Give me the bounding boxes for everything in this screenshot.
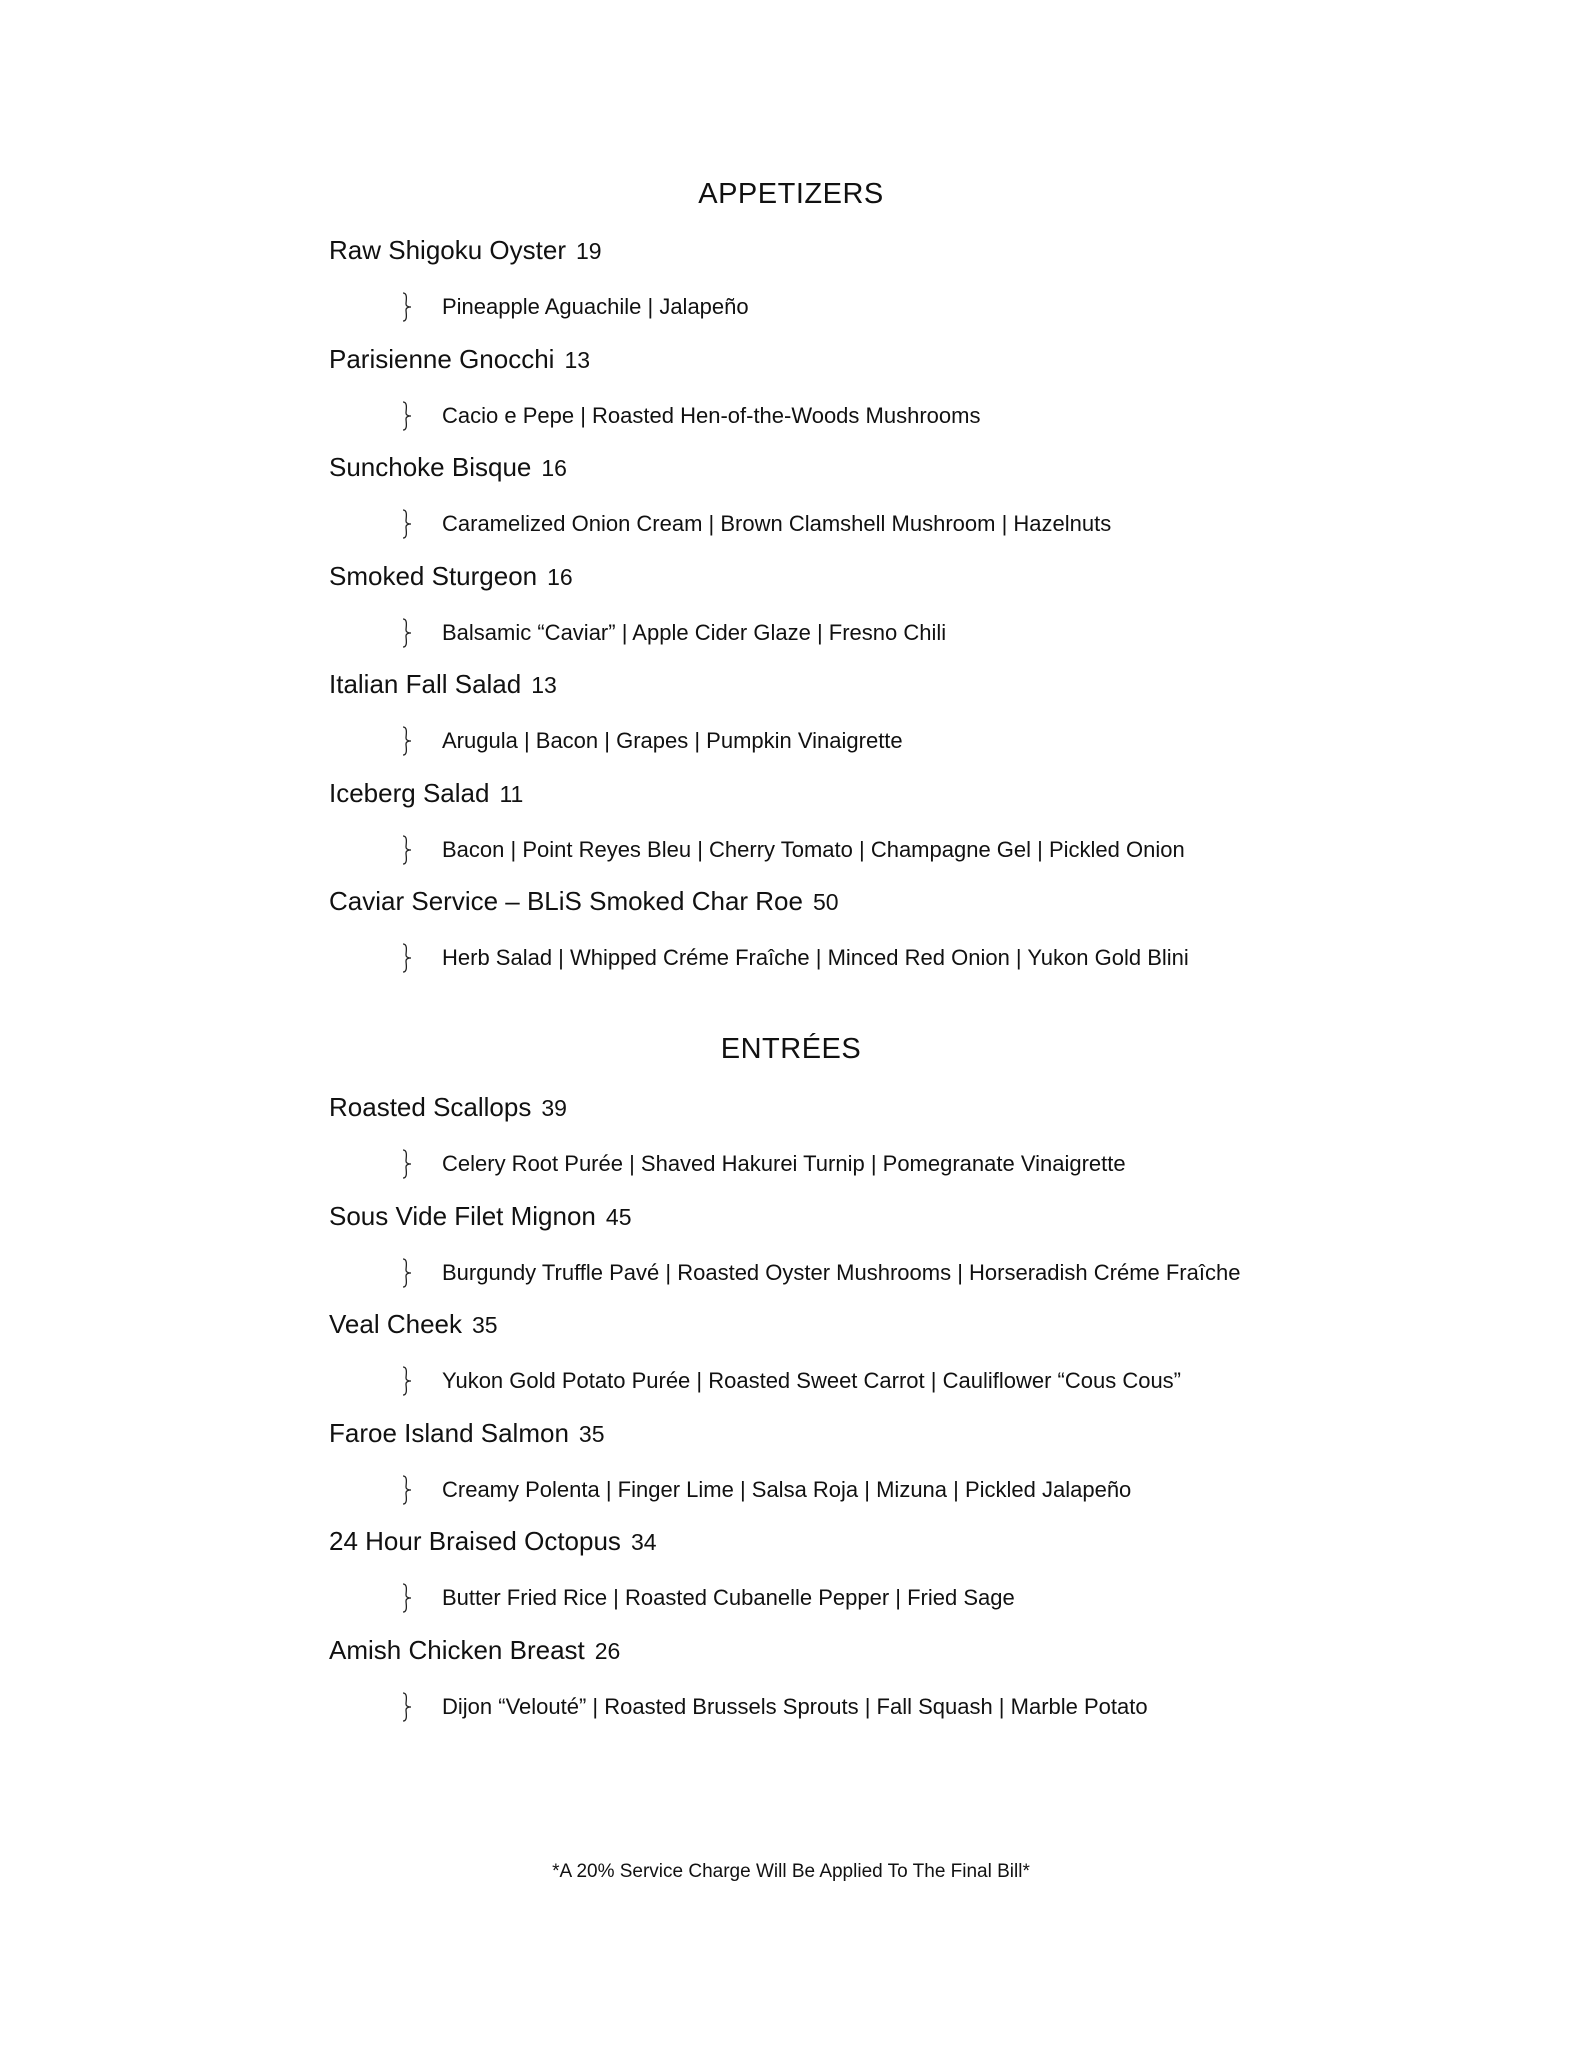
- menu-item-price: 35: [471, 1312, 498, 1338]
- menu-item-price: 13: [531, 672, 557, 698]
- menu-item: [329, 778, 1329, 887]
- curly-bracket-icon: [400, 401, 414, 431]
- menu-item-name: 24 Hour Braised Octopus: [329, 1526, 621, 1556]
- menu-item-name: Sunchoke Bisque: [329, 452, 532, 482]
- menu-item-description: Yukon Gold Potato Purée | Roasted Sweet Carrot | Cauliflower “Cous Cous”: [442, 1368, 1182, 1393]
- menu-item-description: Butter Fried Rice | Roasted Cubanelle Pepper | Fried Sage: [442, 1585, 1015, 1610]
- menu-item-price: 19: [575, 238, 602, 264]
- menu-item: [329, 1635, 1329, 1744]
- curly-bracket-icon: [400, 1692, 414, 1722]
- service-charge-note: *A 20% Service Charge Will Be Applied To The Final Bill*: [552, 1861, 1030, 1882]
- menu-item-title: [329, 452, 567, 483]
- menu-item-description-row: [400, 509, 1111, 539]
- menu-item: [329, 1309, 1329, 1418]
- curly-bracket-icon: [400, 726, 414, 756]
- menu-item-description: Balsamic “Caviar” | Apple Cider Glaze | Fresno Chili: [442, 619, 947, 645]
- entrees-list: [329, 1092, 1329, 1743]
- menu-item-description: Herb Salad | Whipped Créme Fraîche | Minced Red Onion | Yukon Gold Blini: [442, 945, 1189, 970]
- menu-item-title: [329, 778, 523, 809]
- menu-item-description: Pineapple Aguachile | Jalapeño: [442, 294, 749, 319]
- menu-item-title: [329, 669, 557, 700]
- menu-item-name: Raw Shigoku Oyster: [329, 235, 566, 265]
- menu-item-price: 11: [499, 780, 524, 807]
- menu-item-name: Amish Chicken Breast: [329, 1634, 585, 1665]
- menu-item-description-row: [400, 292, 749, 322]
- menu-item-name: Veal Cheek: [329, 1309, 462, 1339]
- menu-item-description: Burgundy Truffle Pavé | Roasted Oyster Mushrooms | Horseradish Créme Fraîche: [442, 1259, 1241, 1285]
- menu-item-description-row: [400, 726, 903, 756]
- menu-item: [329, 452, 1329, 561]
- menu-item: [329, 669, 1329, 778]
- menu-item-price: 34: [630, 1529, 657, 1555]
- menu-item-description: Celery Root Purée | Shaved Hakurei Turnip | Pomegranate Vinaigrette: [442, 1151, 1126, 1176]
- menu-item-title: [329, 1635, 620, 1666]
- menu-item-name: Smoked Sturgeon: [329, 560, 538, 591]
- menu-item: [329, 1092, 1329, 1201]
- menu-item-title: [329, 1092, 567, 1123]
- menu-item-description: Caramelized Onion Cream | Brown Clamshell Mushroom | Hazelnuts: [442, 511, 1112, 536]
- menu-item-description-row: [400, 1258, 1240, 1288]
- curly-bracket-icon: [400, 1258, 414, 1288]
- menu-item-description-row: [400, 1149, 1126, 1179]
- menu-item: [329, 1526, 1329, 1635]
- menu-item-name: Sous Vide Filet Mignon: [329, 1200, 596, 1231]
- menu-item-price: 26: [594, 1637, 621, 1664]
- entrees-heading: ENTRÉES: [720, 1033, 862, 1065]
- menu-item-name: Parisienne Gnocchi: [329, 343, 555, 374]
- menu-item: [329, 1201, 1329, 1310]
- menu-item-name: Italian Fall Salad: [329, 669, 522, 699]
- menu-item-price: 50: [812, 889, 839, 915]
- appetizers-heading: APPETIZERS: [698, 178, 884, 210]
- curly-bracket-icon: [400, 618, 414, 648]
- menu-item-name: Caviar Service – BLiS Smoked Char Roe: [329, 886, 803, 916]
- menu-item-description-row: [400, 1692, 1148, 1722]
- menu-item-name: Faroe Island Salmon: [329, 1417, 569, 1448]
- menu-item: [329, 886, 1329, 995]
- menu-item: [329, 235, 1329, 344]
- menu-item-description-row: [400, 1366, 1181, 1396]
- menu-item-description: Dijon “Velouté” | Roasted Brussels Sprouts | Fall Squash | Marble Potato: [442, 1693, 1148, 1719]
- menu-item-description-row: [400, 943, 1189, 973]
- menu-item: [329, 344, 1329, 453]
- curly-bracket-icon: [400, 509, 414, 539]
- menu-item-price: 13: [564, 346, 591, 373]
- curly-bracket-icon: [400, 1149, 414, 1179]
- menu-item-description-row: [400, 1583, 1015, 1613]
- menu-item-price: 45: [605, 1203, 632, 1230]
- menu-item-title: [329, 1309, 498, 1340]
- menu-item-title: [329, 561, 573, 592]
- curly-bracket-icon: [400, 943, 414, 973]
- curly-bracket-icon: [400, 1366, 414, 1396]
- menu-item-description: Arugula | Bacon | Grapes | Pumpkin Vinaigrette: [442, 728, 903, 753]
- menu-item: [329, 1418, 1329, 1527]
- curly-bracket-icon: [400, 835, 414, 865]
- menu-item-title: [329, 1526, 657, 1557]
- menu-item-description-row: [400, 835, 1185, 865]
- menu-item-price: 16: [547, 563, 573, 590]
- menu-item-price: 35: [578, 1420, 605, 1447]
- appetizers-list: [329, 235, 1329, 995]
- menu-item-title: [329, 235, 602, 266]
- menu-item: [329, 561, 1329, 670]
- menu-item-name: Iceberg Salad: [329, 777, 490, 808]
- menu-item-description-row: [400, 1475, 1131, 1505]
- menu-item-title: [329, 886, 839, 917]
- curly-bracket-icon: [400, 292, 414, 322]
- menu-item-description-row: [400, 401, 980, 431]
- menu-item-description-row: [400, 618, 946, 648]
- curly-bracket-icon: [400, 1583, 414, 1613]
- menu-item-title: [329, 1418, 605, 1449]
- menu-item-description: Creamy Polenta | Finger Lime | Salsa Roja | Mizuna | Pickled Jalapeño: [442, 1476, 1132, 1502]
- curly-bracket-icon: [400, 1475, 414, 1505]
- menu-item-description: Cacio e Pepe | Roasted Hen-of-the-Woods Mushrooms: [442, 402, 981, 428]
- menu-item-title: [329, 344, 590, 375]
- menu-item-description: Bacon | Point Reyes Bleu | Cherry Tomato | Champagne Gel | Pickled Onion: [442, 836, 1185, 862]
- menu-item-title: [329, 1201, 632, 1232]
- menu-item-name: Roasted Scallops: [329, 1092, 532, 1122]
- menu-item-price: 16: [541, 455, 567, 481]
- menu-item-price: 39: [541, 1095, 567, 1121]
